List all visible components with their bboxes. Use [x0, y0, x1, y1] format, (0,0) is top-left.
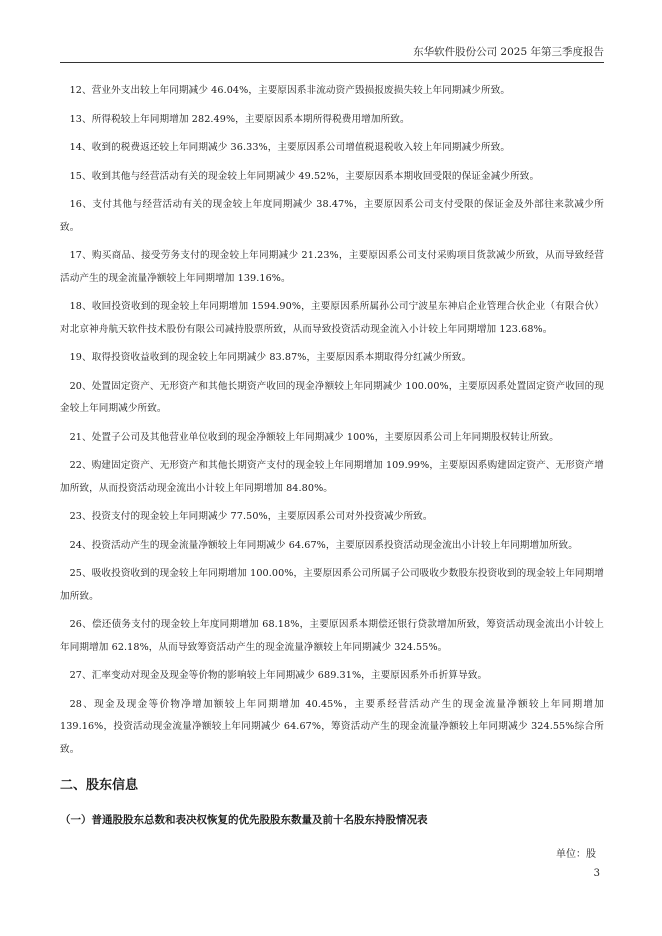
paragraph-22: 22、购建固定资产、无形资产和其他长期资产支付的现金较上年同期增加 109.99%，主要原因系购建固定资产、无形资产增加所致，从而投资活动现金流出小计较上年同期增加 84.80%。: [60, 460, 604, 494]
paragraph-21: 21、处置子公司及其他营业单位收到的现金净额较上年同期减少 100%，主要原因系公司上年同期股权转让所致。: [69, 431, 559, 443]
paragraph-15: 15、收到其他与经营活动有关的现金较上年同期减少 49.52%，主要原因系本期收回受限的保证金减少所致。: [69, 170, 540, 182]
paragraph-12: 12、营业外支出较上年同期减少 46.04%，主要原因系非流动资产毁损报废损失较上年同期减少所致。: [69, 85, 511, 96]
paragraph-14: 14、收到的税费返还较上年同期减少 36.33%，主要原因系公司增值税退税收入较上年同期减少所致。: [69, 142, 511, 153]
paragraph-24: 24、投资活动产生的现金流量净额较上年同期减少 64.67%，主要原因系投资活动现金流出小计较上年同期增加所致。: [69, 539, 578, 551]
paragraph-23: 23、投资支付的现金较上年同期减少 77.50%，主要原因系公司对外投资减少所致。: [69, 511, 433, 522]
report-title: 东华软件股份公司 2025 年第三季度报告: [413, 46, 604, 58]
unit-label: 单位：股: [556, 849, 596, 860]
paragraph-27: 27、汇率变动对现金及现金等价物的影响较上年同期减少 689.31%，主要原因系外币折算导致。: [69, 670, 488, 681]
paragraph-13: 13、所得税较上年同期增加 282.49%，主要原因系本期所得税费用增加所致。: [69, 113, 410, 125]
paragraph-19: 19、取得投资收益收到的现金较上年同期减少 83.87%，主要原因系本期取得分红减少所致。: [69, 352, 472, 363]
paragraph-18: 18、收回投资收到的现金较上年同期增加 1594.90%，主要原因系所属孙公司宁波星东神启企业管理合伙企业（有限合伙）对北京神舟航天软件技术股份有限公司减持股票所致，从而导致投资活动现金流入小计较上年同期增加 123.68%。: [60, 301, 604, 335]
paragraph-17: 17、购买商品、接受劳务支付的现金较上年同期减少 21.23%，主要原因系公司支付采购项目货款减少所致，从而导致经营活动产生的现金流量净额较上年同期增加 139.16%。: [60, 250, 604, 284]
page-header: [60, 40, 604, 63]
section-heading-shareholders: 二、股东信息: [60, 778, 139, 793]
paragraph-26: 26、偿还债务支付的现金较上年度同期增加 68.18%，主要原因系本期偿还银行贷款增加所致，筹资活动现金流出小计较上年同期增加 62.18%，从而导致筹资活动产生的现金流量净额较上年同期减少 324.55%。: [60, 619, 604, 653]
paragraph-25: 25、吸收投资收到的现金较上年同期增加 100.00%，主要原因系公司所属子公司吸收少数股东投资收到的现金较上年同期增加所致。: [60, 568, 604, 602]
subsection-heading-shareholder-table: （一）普通股股东总数和表决权恢复的优先股股东数量及前十名股东持股情况表: [60, 814, 428, 826]
paragraph-20: 20、处置固定资产、无形资产和其他长期资产收回的现金净额较上年同期减少 100.00%，主要原因系处置固定资产收回的现金较上年同期减少所致。: [60, 380, 604, 414]
page-number: 3: [593, 868, 600, 879]
paragraph-28: 28、现金及现金等价物净增加额较上年同期增加 40.45%，主要系经营活动产生的现金流量净额较上年同期增加 139.16%，投资活动现金流量净额较上年同期减少 64.67%，筹资活动产生的现金流量净额较上年同期减少 324.55%综合所致。: [60, 698, 604, 755]
paragraph-16: 16、支付其他与经营活动有关的现金较上年度同期减少 38.47%，主要原因系公司支付受限的保证金及外部往来款减少所致。: [60, 199, 604, 233]
main-content: [60, 80, 604, 860]
